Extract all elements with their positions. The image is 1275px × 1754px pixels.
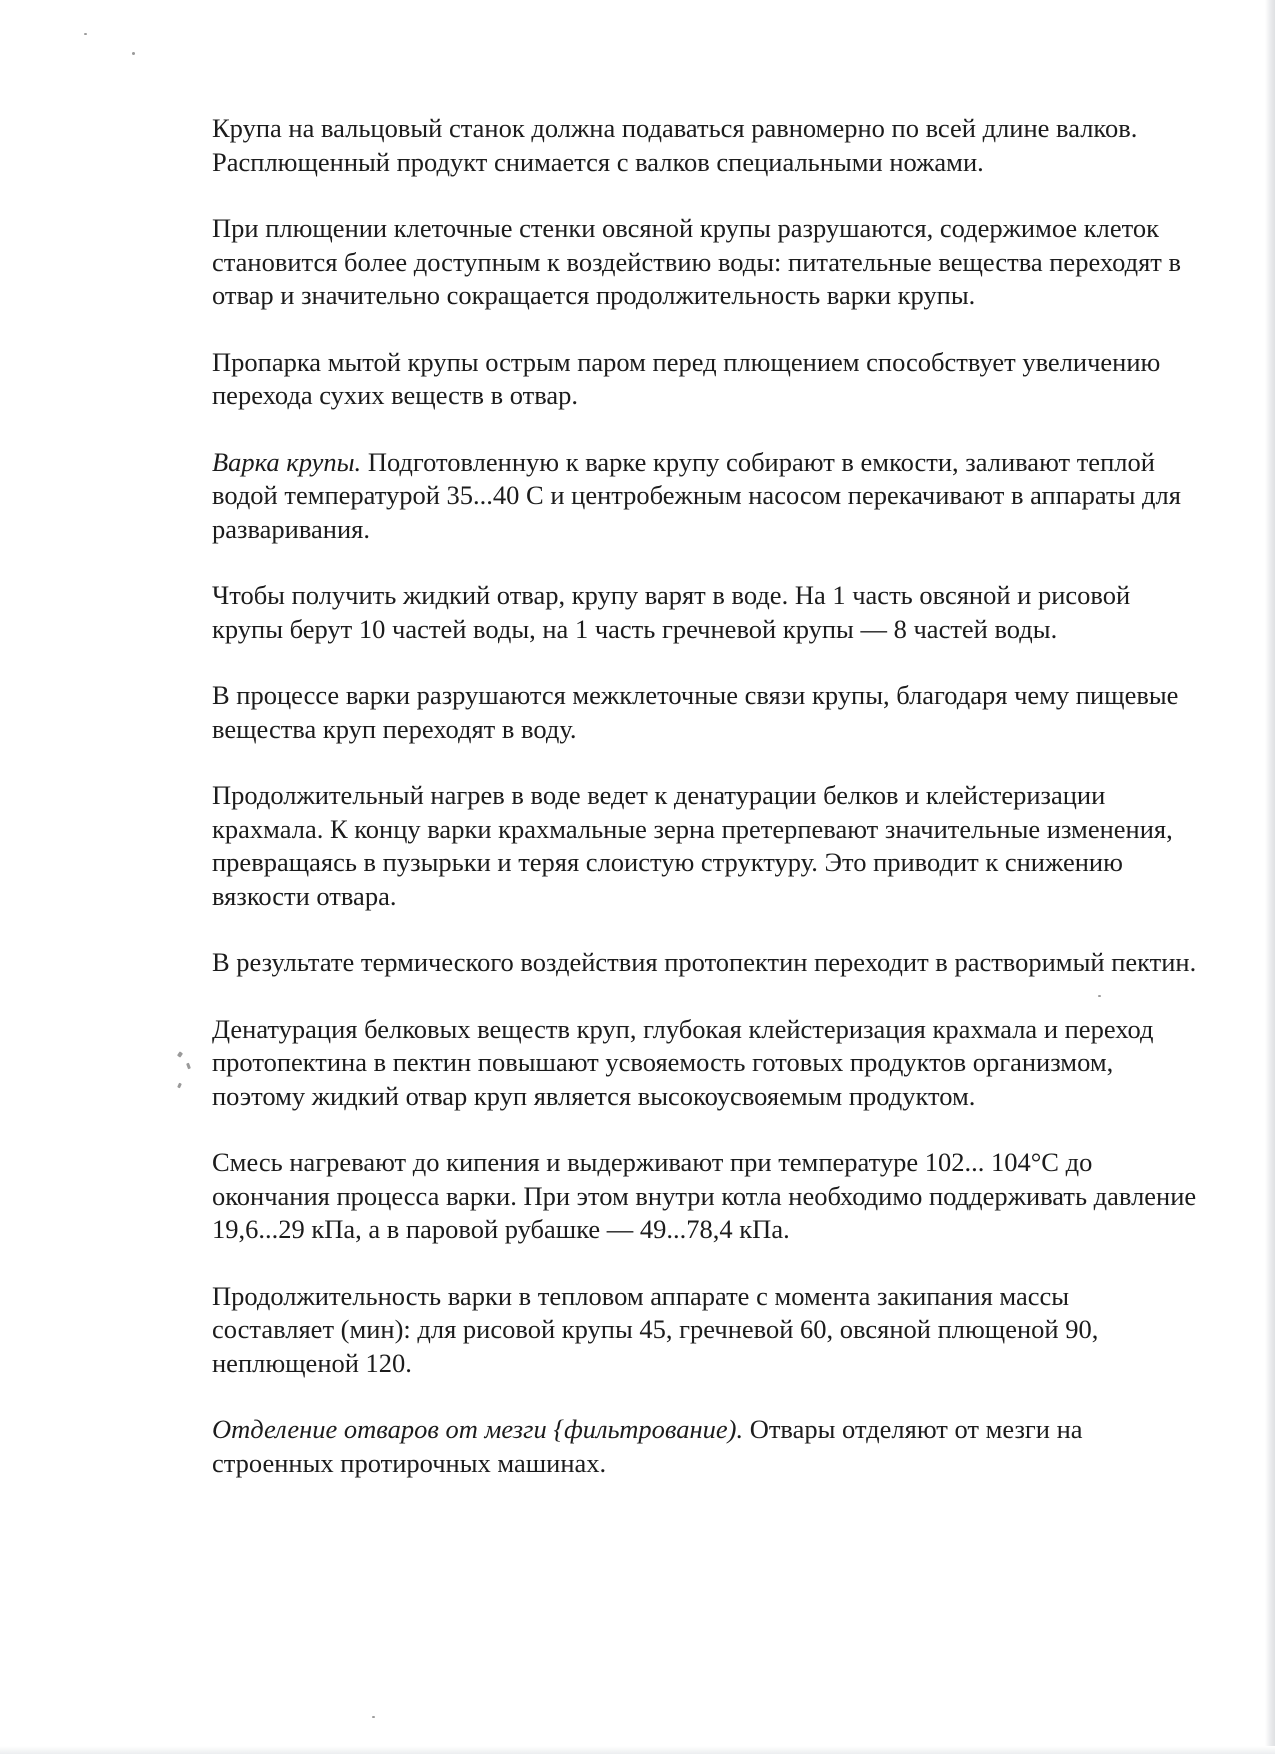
paragraph-lead: Варка крупы.	[212, 446, 362, 477]
paragraph-text: Денатурация белковых веществ круп, глубокая клейстеризация крахмала и переход протопектина в пектин повышают усвояемость готовых продуктов организмом, поэтому жидкий отвар круп является высокоусвояемым продуктом.	[212, 1013, 1154, 1111]
paragraph-text: Отвары отделяют от мезги на строенных протирочных машинах.	[212, 1414, 1083, 1478]
paragraph-4	[212, 446, 1197, 547]
scan-speck	[177, 1051, 183, 1057]
paragraph-text: При плющении клеточные стенки овсяной крупы разрушаются, содержимое клеток становится более доступным к воздействию воды: питательные вещества переходят в отвар и значительно сокращается продолжительность варки крупы.	[212, 213, 1181, 310]
paragraph-11	[212, 1280, 1197, 1381]
paragraph-text: Смесь нагревают до кипения и выдерживают при температуре 102... 104°С до окончания процесса варки. При этом внутри котла необходимо поддерживать давление 19,6...29 кПа, а в паровой рубашке — 49...78,4 кПа.	[212, 1147, 1197, 1244]
paragraph-text: Продолжительный нагрев в воде ведет к денатурации белков и клейстеризации крахмала. К концу варки крахмальные зерна претерпевают значительные изменения, превращаясь в пузырьки и теряя слоистую структуру. Это приводит к снижению вязкости отвара.	[212, 780, 1173, 911]
scan-speck	[177, 1083, 182, 1089]
paragraph-1	[212, 112, 1197, 179]
scan-speck	[186, 1063, 191, 1070]
paragraph-text: В процессе варки разрушаются межклеточные связи крупы, благодаря чему пищевые вещества круп переходят в воду.	[212, 680, 1179, 744]
scan-speck	[372, 1716, 375, 1718]
paragraph-8	[212, 946, 1197, 980]
scan-edge-bottom	[0, 1746, 1275, 1754]
paragraph-12	[212, 1413, 1197, 1480]
paragraph-text: Подготовленную к варке крупу собирают в емкости, заливают теплой водой температурой 35...40 С и центробежным насосом перекачивают в аппараты для разваривания.	[212, 446, 1181, 544]
paragraph-9	[212, 1013, 1197, 1114]
paragraph-lead: Отделение отваров от мезги {фильтрование).	[212, 1414, 744, 1444]
paragraph-2	[212, 212, 1197, 313]
paragraph-3	[212, 346, 1197, 413]
paragraph-6	[212, 679, 1197, 746]
scan-edge-right	[1265, 0, 1275, 1754]
scan-speck	[84, 33, 87, 35]
paragraph-text: Пропарка мытой крупы острым паром перед плющением способствует увеличению перехода сухих веществ в отвар.	[212, 346, 1161, 410]
paragraph-text: Чтобы получить жидкий отвар, крупу варят в воде. На 1 часть овсяной и рисовой крупы берут 10 частей воды, на 1 часть гречневой крупы — 8 частей воды.	[212, 580, 1131, 644]
paragraph-5	[212, 579, 1197, 646]
paragraph-7	[212, 779, 1197, 913]
scan-speck	[132, 52, 135, 55]
paragraph-text: В результате термического воздействия протопектин переходит в растворимый пектин.	[212, 947, 1197, 977]
document-body	[212, 112, 1197, 1513]
paragraph-text: Крупа на вальцовый станок должна подаваться равномерно по всей длине валков. Расплющенный продукт снимается с валков специальными ножами.	[212, 113, 1138, 177]
paragraph-10	[212, 1146, 1197, 1247]
paragraph-text: Продолжительность варки в тепловом аппарате с момента закипания массы составляет (мин): для рисовой крупы 45, гречневой 60, овсяной плющеной 90, неплющеной 120.	[212, 1280, 1099, 1378]
